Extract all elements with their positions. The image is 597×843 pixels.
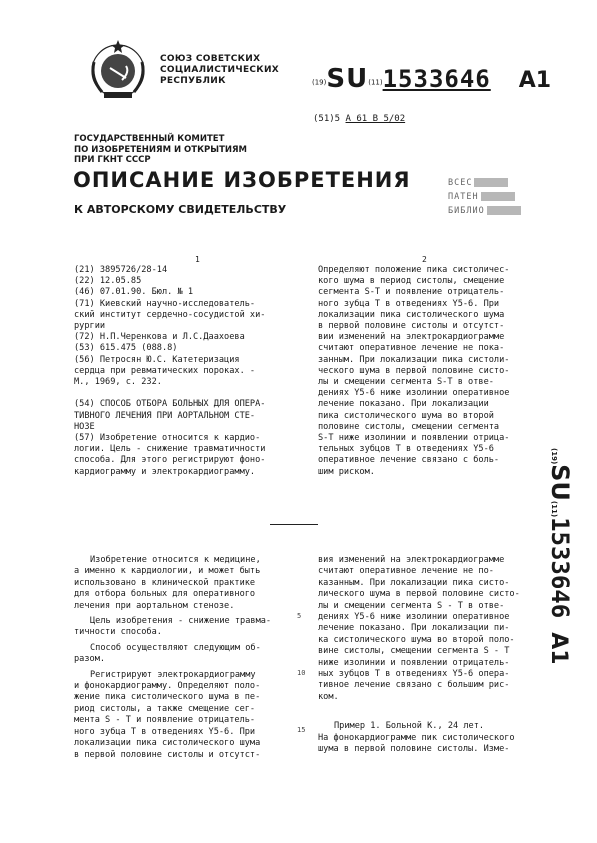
side-publication-number: (19)SU(11)1533646A1 [546,448,574,665]
ussr-emblem [86,38,150,102]
bibliographic-data: (21) 3895726/28-14 (22) 12.05.85 (46) 07.01.90. Бюл. № 1 (71) Киевский научно-исследователь- ский институт сердечно-сосудистой хи- рургии (72) Н.П.Черенкова и Л.С.Даахоева (53) 615.475 (088.8) (56) Петросян Ю.С. Катетеризация сердца при ревматических пороках. - М., 1969, с. 232. (54) СПОСОБ ОТБОРА БОЛЬНЫХ ДЛЯ ОПЕРА- ТИВНОГО ЛЕЧЕНИЯ ПРИ АОРТАЛЬНОМ СТЕ- НОЗЕ (57) Изобретение относится к кардио- логии. Цель - снижение травматичности способа. Для этого регистрируют фоно- кардиограмму и электрокардиограмму. [74,265,266,477]
column-number-2: 2 [422,255,427,264]
patent-office: ГОСУДАРСТВЕННЫЙ КОМИТЕТ ПО ИЗОБРЕТЕНИЯМ И ОТКРЫТИЯМ ПРИ ГКНТ СССР [74,134,247,165]
description-left-column: Изобретение относится к медицине, а именно к кардиологии, и может быть использовано в клинической практике для отбора больных для оперативного лечения при аортальном стенозе. Цель изобретения - снижение травма- тичности способа. Способ осуществляют следующим об- разом. Регистрируют электрокардиограмму и фонокардиограмму. Определяют поло- жение пика систолического шума в пе- риод систолы, а также смещение сег- мента S - T и появление отрицатель- ного зубца Т в отведениях Y5-6. При локализации пика систолического шума в первой половине систолы и отсутст- [74,555,272,760]
line-number: 15 [297,726,306,734]
column-number-1: 1 [195,255,200,264]
country-name: СОЮЗ СОВЕТСКИХ СОЦИАЛИСТИЧЕСКИХ РЕСПУБЛИК [160,54,280,86]
ipc-classification: (51)5 А 61 В 5/02 [313,114,406,124]
line-number: 10 [297,669,306,677]
abstract-continued: Определяют положение пика систоличес- кого шума в период систолы, смещение сегмента S-T и появление отрицатель- ного зубца Т в отведениях Y5-6. При локализации пика систолического шума в первой половине систолы и отсутст- вии изменений на электрокардиограмме считают оперативное лечение не пока- занным. При локализации пика систоли- ческого шума в первой половине систо- лы и смещении сегмента S-T в отве- дениях Y5-6 ниже изолинии оперативное лечение показано. При локализации пика систолического шума во второй половине систолы, смещении сегмента S-T ниже изолинии и появлении отрица- тельных зубцов Т в отведениях Y5-6 оперативное лечение связано с боль- шим риском. [318,265,510,477]
document-subtitle: К АВТОРСКОМУ СВИДЕТЕЛЬСТВУ [74,203,287,216]
library-stamp: ВСЕС ПАТЕН БИБЛИО [448,176,546,218]
description-right-column: вия изменений на электрокардиограмме считают оперативное лечение не по- казанным. При локализации пика систо- лического шума в первой половине систо- лы и смещении сегмента S - T в отве- дениях Y5-6 ниже изолинии оперативное лечение показано. При локализации пи- ка систолического шума во второй поло- вине систолы, смещении сегмента S - T ниже изолинии и появлении отрицатель- ных зубцов Т в отведениях Y5-6 опера- тивное лечение связано с большим рис- ком. Пример 1. Больной К., 24 лет. На фонокардиограмме пик систолического шума в первой половине систолы. Изме- [318,555,520,755]
document-title: ОПИСАНИЕ ИЗОБРЕТЕНИЯ [73,168,411,192]
inid-11: (11) [368,78,383,87]
section-divider [270,524,318,525]
inid-19: (19) [312,78,327,87]
country-code: SU [326,64,369,94]
line-number: 5 [297,612,302,620]
kind-code: A1 [518,68,552,93]
publication-number [312,64,551,94]
patent-number: 1533646 [382,65,491,93]
